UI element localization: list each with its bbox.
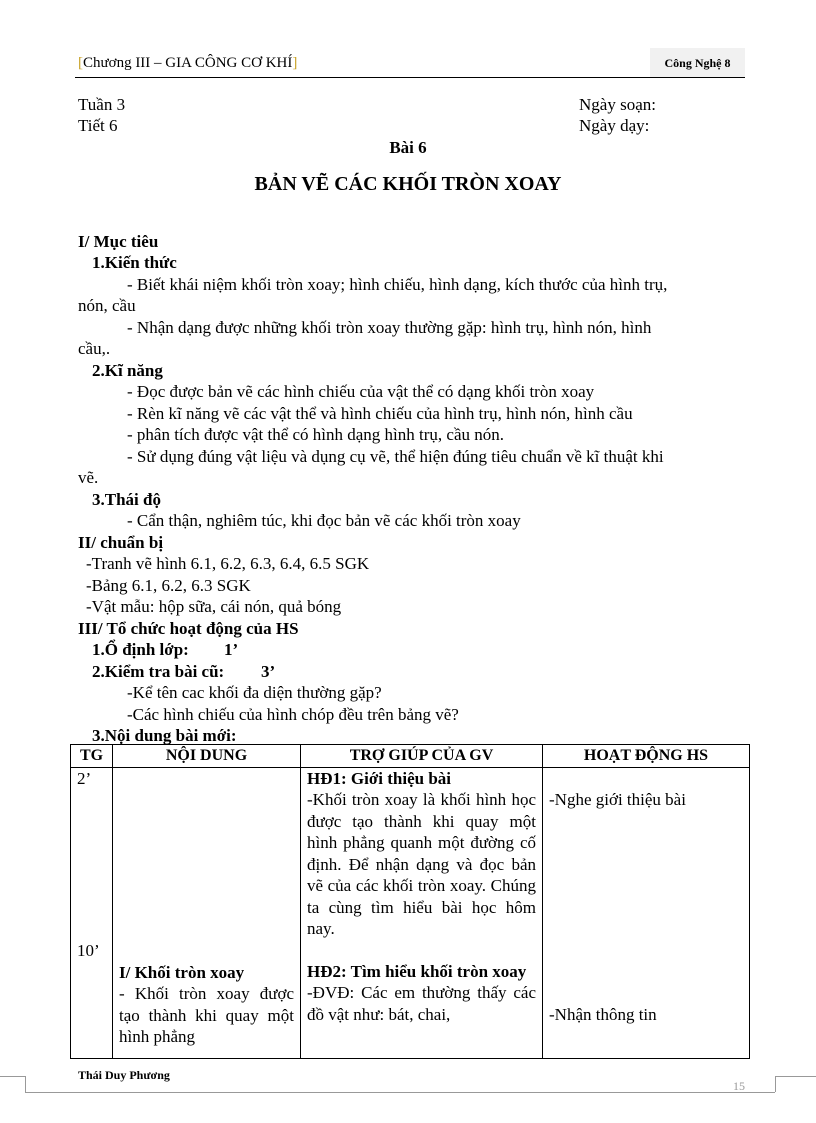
row2-teacher-text: -ĐVĐ: Các em thường thấy các đồ vật như: bát, chai, — [307, 983, 536, 1024]
col-header-content: NỘI DUNG — [113, 745, 301, 768]
footer-rule-right-vertical — [775, 1076, 776, 1092]
student-cell — [543, 767, 750, 1058]
teacher-cell — [301, 767, 543, 1058]
skills-line-1: - Đọc được bản vẽ các hình chiếu của vật thể có dạng khối tròn xoay — [127, 382, 595, 401]
review-label: 2.Kiểm tra bài cũ: — [92, 662, 225, 681]
preparation-line-1: -Tranh vẽ hình 6.1, 6.2, 6.3, 6.4, 6.5 SGK — [86, 554, 370, 573]
row1-teacher-title: HĐ1: Giới thiệu bài — [307, 768, 452, 788]
preparation-line-2: -Bảng 6.1, 6.2, 6.3 SGK — [86, 576, 251, 595]
row1-student-text: -Nghe giới thiệu bài — [549, 789, 686, 809]
row1-teacher-text: -Khối tròn xoay là khối hình học được tạo thành khi quay một hình phẳng quanh một đường cố định. Để nhận dạng và đọc bản vẽ của các khối tròn xoay. Chúng ta cùng tìm hiểu bài học hôm nay. — [307, 790, 536, 938]
skills-line-2: - Rèn kĩ năng vẽ các vật thể và hình chiếu của hình trụ, hình nón, hình cầu — [127, 404, 633, 423]
week-label: Tuần 3 — [78, 95, 126, 114]
col-header-time: TG — [71, 745, 113, 768]
attitude-line-1: - Cẩn thận, nghiêm túc, khi đọc bản vẽ các khối tròn xoay — [127, 511, 521, 530]
review-question-2: -Các hình chiếu của hình chóp đều trên bảng vẽ? — [127, 705, 459, 724]
date-taught-label: Ngày dạy: — [579, 116, 650, 135]
row2-content-text: - Khối tròn xoay được tạo thành khi quay một hình phẳng — [119, 984, 294, 1046]
lesson-title: BẢN VẼ CÁC KHỐI TRÒN XOAY — [254, 173, 562, 195]
footer-rule-right — [775, 1076, 816, 1077]
lesson-plan-table — [70, 744, 750, 1059]
time-cell — [71, 767, 113, 1058]
chapter-header — [78, 54, 297, 72]
row2-content-title: I/ Khối tròn xoay — [119, 962, 245, 982]
class-stabilization-time: 1’ — [224, 640, 239, 659]
skills-line-4: - Sử dụng đúng vật liệu và dụng cụ vẽ, thể hiện đúng tiêu chuẩn về kĩ thuật khi — [127, 447, 664, 466]
row2-student-text: -Nhận thông tin — [549, 1005, 657, 1024]
bracket-close: ] — [292, 55, 298, 71]
bracket-open: [ — [78, 55, 83, 71]
section-preparation-heading: II/ chuẩn bị — [78, 533, 164, 552]
knowledge-line-4: cầu,. — [78, 339, 111, 358]
footer-author: Thái Duy Phương — [78, 1068, 170, 1082]
chapter-title: Chương III – GIA CÔNG CƠ KHÍ — [83, 55, 293, 71]
col-header-student: HOẠT ĐỘNG HS — [543, 745, 750, 768]
knowledge-heading: 1.Kiến thức — [92, 253, 177, 272]
row1-time: 2’ — [77, 768, 92, 788]
footer-rule-left — [0, 1076, 25, 1077]
row2-time: 10’ — [77, 941, 100, 960]
lesson-number: Bài 6 — [389, 138, 427, 157]
review-time: 3’ — [261, 662, 276, 681]
review-question-1: -Kể tên cac khối đa diện thường gặp? — [127, 683, 382, 702]
date-prepared-label: Ngày soạn: — [579, 95, 656, 114]
table-row — [71, 767, 750, 1058]
class-stabilization-label: 1.Ổ định lớp: — [92, 640, 189, 659]
knowledge-line-2: nón, cầu — [78, 296, 136, 315]
knowledge-line-1: - Biết khái niệm khối tròn xoay; hình chiếu, hình dạng, kích thước của hình trụ, — [127, 275, 668, 294]
attitude-heading: 3.Thái độ — [92, 490, 161, 509]
knowledge-line-3: - Nhận dạng được những khối tròn xoay thường gặp: hình trụ, hình nón, hình — [127, 318, 652, 337]
section-activities-heading: III/ Tổ chức hoạt động của HS — [78, 619, 299, 638]
footer-rule-left-vertical — [25, 1076, 26, 1092]
header-divider — [75, 77, 745, 78]
footer-divider — [25, 1092, 775, 1093]
new-content-heading: 3.Nội dung bài mới: — [92, 726, 237, 745]
table-header-row — [71, 745, 750, 768]
col-header-teacher: TRỢ GIÚP CỦA GV — [301, 745, 543, 768]
skills-line-3: - phân tích được vật thể có hình dạng hình trụ, cầu nón. — [127, 425, 504, 444]
page-number: 15 — [733, 1079, 745, 1093]
row2-teacher-title: HĐ2: Tìm hiểu khối tròn xoay — [307, 961, 527, 981]
skills-line-5: vẽ. — [78, 468, 99, 487]
period-label: Tiết 6 — [78, 116, 118, 135]
section-objectives-heading: I/ Mục tiêu — [78, 232, 159, 251]
content-cell — [113, 767, 301, 1058]
skills-heading: 2.Kĩ năng — [92, 361, 163, 380]
preparation-line-3: -Vật mẫu: hộp sữa, cái nón, quả bóng — [86, 597, 342, 616]
subject-label: Công Nghệ 8 — [650, 48, 745, 78]
